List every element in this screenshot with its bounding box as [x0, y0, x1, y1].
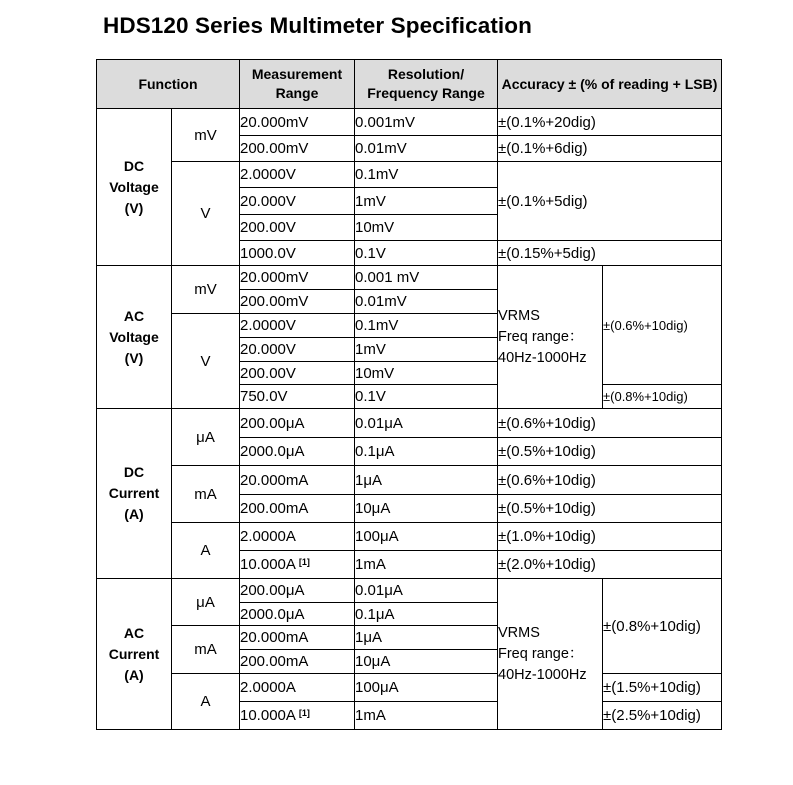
unit-a: A	[172, 523, 240, 579]
resolution-cell: 1mA	[355, 702, 498, 730]
header-resolution: Resolution/ Frequency Range	[355, 60, 498, 109]
resolution-cell: 0.01μA	[355, 409, 498, 438]
resolution-cell: 0.1μA	[355, 603, 498, 626]
resolution-cell: 100μA	[355, 674, 498, 702]
resolution-cell: 10μA	[355, 495, 498, 523]
range-cell: 1000.0V	[240, 241, 355, 266]
unit-ua: μA	[172, 579, 240, 626]
table-row	[97, 409, 722, 438]
range-cell: 200.00μA	[240, 579, 355, 603]
accuracy-cell: ±(0.15%+5dig)	[498, 241, 722, 266]
resolution-cell: 0.01μA	[355, 579, 498, 603]
accuracy-cell: ±(0.5%+10dig)	[498, 438, 722, 466]
accuracy-cell: ±(2.0%+10dig)	[498, 551, 722, 579]
range-cell: 20.000mA	[240, 466, 355, 495]
table-row	[97, 579, 722, 603]
resolution-cell: 1mA	[355, 551, 498, 579]
table-row	[97, 466, 722, 495]
footnote-marker: [1]	[298, 557, 310, 567]
resolution-cell: 0.01mV	[355, 290, 498, 314]
range-cell: 2.0000A	[240, 674, 355, 702]
accuracy-cell: ±(1.0%+10dig)	[498, 523, 722, 551]
resolution-cell: 10mV	[355, 362, 498, 385]
resolution-cell: 0.1mV	[355, 314, 498, 338]
resolution-cell: 0.01mV	[355, 136, 498, 162]
page-title: HDS120 Series Multimeter Specification	[103, 13, 532, 38]
accuracy-cell: ±(1.5%+10dig)	[603, 674, 722, 702]
range-cell: 200.00μA	[240, 409, 355, 438]
resolution-cell: 10mV	[355, 215, 498, 241]
range-cell: 200.00mA	[240, 650, 355, 674]
function-dc-voltage: DC Voltage (V)	[97, 109, 172, 266]
header-accuracy: Accuracy ± (% of reading + LSB)	[498, 60, 722, 109]
accuracy-cell: ±(0.1%+5dig)	[498, 162, 722, 241]
range-cell: 2.0000A	[240, 523, 355, 551]
table-row	[97, 109, 722, 136]
range-cell: 10.000A [1]	[240, 702, 355, 730]
unit-mv: mV	[172, 266, 240, 314]
resolution-cell: 100μA	[355, 523, 498, 551]
table-row	[97, 523, 722, 551]
function-ac-voltage: AC Voltage (V)	[97, 266, 172, 409]
resolution-cell: 1μA	[355, 466, 498, 495]
range-cell: 2.0000V	[240, 162, 355, 188]
range-cell: 200.00mA	[240, 495, 355, 523]
resolution-cell: 1mV	[355, 338, 498, 362]
resolution-cell: 1μA	[355, 626, 498, 650]
resolution-cell: 0.1V	[355, 241, 498, 266]
unit-ma: mA	[172, 626, 240, 674]
range-cell: 200.00mV	[240, 290, 355, 314]
range-cell: 10.000A [1]	[240, 551, 355, 579]
resolution-cell: 0.001mV	[355, 109, 498, 136]
table-row	[97, 162, 722, 188]
function-ac-current: AC Current (A)	[97, 579, 172, 730]
unit-ua: μA	[172, 409, 240, 466]
accuracy-cell: ±(0.6%+10dig)	[498, 409, 722, 438]
range-cell: 200.00V	[240, 362, 355, 385]
unit-ma: mA	[172, 466, 240, 523]
range-cell: 20.000V	[240, 188, 355, 215]
accuracy-cell: ±(0.8%+10dig)	[603, 579, 722, 674]
accuracy-cell: ±(0.5%+10dig)	[498, 495, 722, 523]
resolution-cell: 0.1μA	[355, 438, 498, 466]
table-row	[97, 674, 722, 702]
resolution-cell: 1mV	[355, 188, 498, 215]
range-cell: 200.00V	[240, 215, 355, 241]
range-cell: 2000.0μA	[240, 438, 355, 466]
unit-v: V	[172, 314, 240, 409]
unit-mv: mV	[172, 109, 240, 162]
header-range: Measurement Range	[240, 60, 355, 109]
header-row	[97, 60, 722, 109]
range-cell: 2000.0μA	[240, 603, 355, 626]
accuracy-cell: ±(0.6%+10dig)	[603, 266, 722, 385]
spec-table	[96, 59, 722, 730]
range-cell: 750.0V	[240, 385, 355, 409]
accuracy-cell: ±(0.6%+10dig)	[498, 466, 722, 495]
accuracy-cell: ±(0.1%+20dig)	[498, 109, 722, 136]
range-cell: 20.000mV	[240, 266, 355, 290]
resolution-cell: 0.1V	[355, 385, 498, 409]
resolution-cell: 0.001 mV	[355, 266, 498, 290]
unit-a: A	[172, 674, 240, 730]
range-cell: 2.0000V	[240, 314, 355, 338]
function-dc-current: DC Current (A)	[97, 409, 172, 579]
range-cell: 20.000mV	[240, 109, 355, 136]
header-function: Function	[97, 60, 240, 109]
accuracy-cell: ±(0.1%+6dig)	[498, 136, 722, 162]
frequency-range-cell: VRMS Freq range： 40Hz-1000Hz	[498, 579, 603, 730]
accuracy-cell: ±(0.8%+10dig)	[603, 385, 722, 409]
range-cell: 20.000V	[240, 338, 355, 362]
range-cell: 200.00mV	[240, 136, 355, 162]
resolution-cell: 0.1mV	[355, 162, 498, 188]
range-cell: 20.000mA	[240, 626, 355, 650]
resolution-cell: 10μA	[355, 650, 498, 674]
footnote-marker: [1]	[298, 708, 310, 718]
unit-v: V	[172, 162, 240, 266]
accuracy-cell: ±(2.5%+10dig)	[603, 702, 722, 730]
table-row	[97, 266, 722, 290]
frequency-range-cell: VRMS Freq range： 40Hz-1000Hz	[498, 266, 603, 409]
